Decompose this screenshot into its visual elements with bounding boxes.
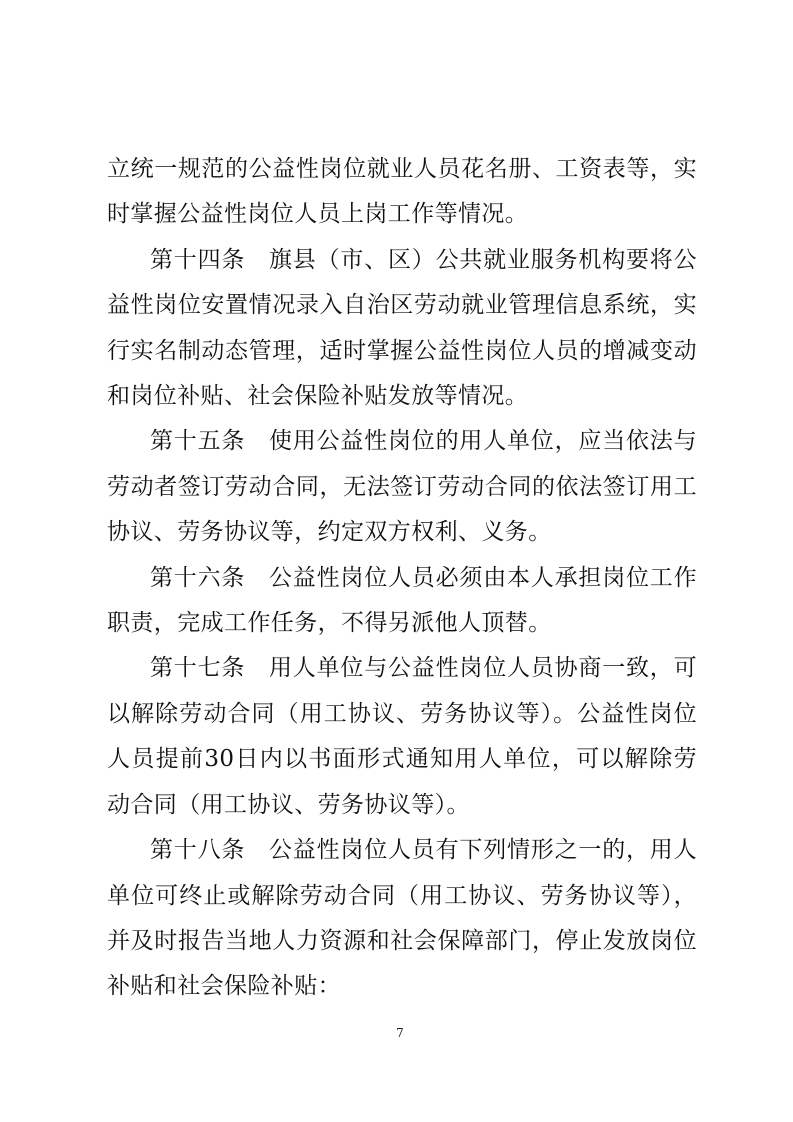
article-14: 第十四条 旗县（市、区）公共就业服务机构要将公益性岗位安置情况录入自治区劳动就业管理信息系统，实行实名制动态管理，适时掌握公益性岗位人员的增减变动和岗位补贴、社会保险补贴发放等情况。 xyxy=(107,246,697,410)
article-15: 第十五条 使用公益性岗位的用人单位，应当依法与劳动者签订劳动合同，无法签订劳动合同的依法签订用工协议、劳务协议等，约定双方权利、义务。 xyxy=(107,428,697,546)
paragraph-continuation: 立统一规范的公益性岗位就业人员花名册、工资表等，实时掌握公益性岗位人员上岗工作等情况。 xyxy=(107,156,697,228)
page-number: 7 xyxy=(396,1026,404,1040)
body-text xyxy=(107,147,697,1010)
article-17: 第十七条 用人单位与公益性岗位人员协商一致，可以解除劳动合同（用工协议、劳务协议等）。公益性岗位人员提前30日内以书面形式通知用人单位，可以解除劳动合同（用工协议、劳务协议等）。 xyxy=(107,655,697,818)
article-18: 第十八条 公益性岗位人员有下列情形之一的，用人单位可终止或解除劳动合同（用工协议、劳务协议等），并及时报告当地人力资源和社会保障部门，停止发放岗位补贴和社会保险补贴： xyxy=(107,837,697,1000)
article-16: 第十六条 公益性岗位人员必须由本人承担岗位工作职责，完成工作任务，不得另派他人顶替。 xyxy=(107,564,697,637)
